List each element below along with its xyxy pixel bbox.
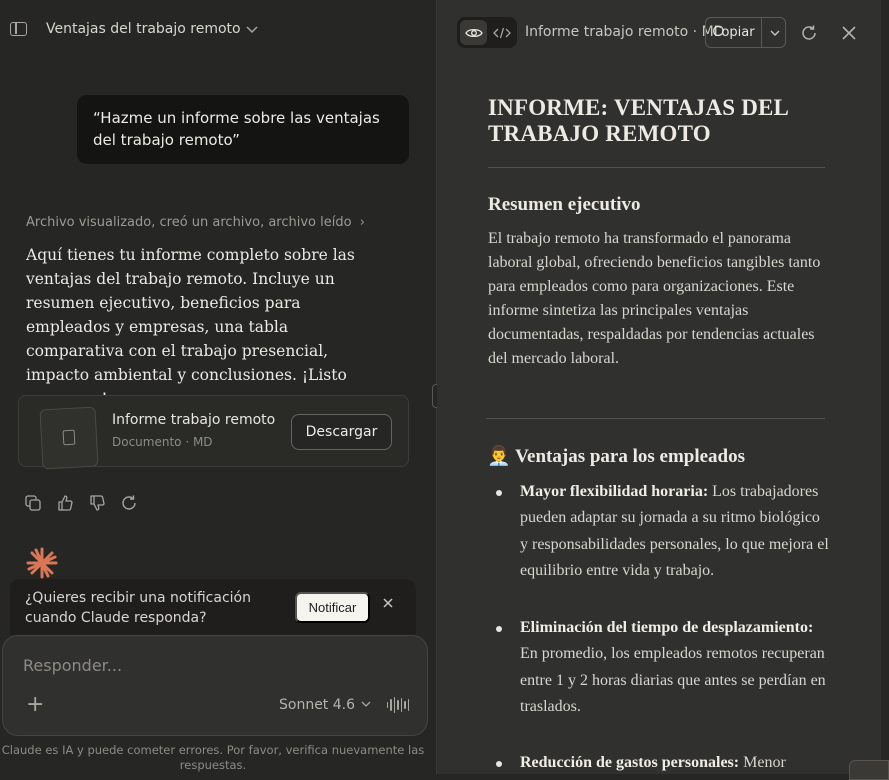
list-item — [520, 479, 830, 585]
voice-mode-icon[interactable] — [387, 697, 409, 713]
list-item-title: Eliminación del tiempo de desplazamiento: — [520, 619, 814, 636]
plus-icon[interactable]: + — [26, 692, 45, 717]
thumbs-down-icon[interactable] — [88, 494, 106, 512]
disclaimer: Claude es IA y puede cometer errores. Por favor, verifica nuevamente las respuestas. — [1, 743, 425, 772]
file-thumbnail — [39, 407, 98, 470]
model-selector[interactable] — [279, 697, 371, 713]
document-title: INFORME: VENTAJAS DEL TRABAJO REMOTO — [488, 95, 788, 146]
chevron-down-icon[interactable] — [246, 19, 258, 39]
notification-banner — [10, 579, 416, 635]
list-bullet — [496, 626, 502, 632]
document-icon — [63, 430, 76, 446]
list-item-title: Reducción de gastos personales: — [520, 754, 740, 771]
refresh-icon[interactable] — [800, 24, 818, 42]
copy-options-button[interactable] — [763, 18, 786, 47]
eye-icon — [465, 27, 483, 39]
chat-pane — [0, 0, 436, 774]
preview-toggle[interactable] — [460, 20, 487, 45]
file-meta: Documento · MD — [112, 435, 213, 449]
close-icon[interactable] — [382, 597, 394, 609]
user-message: “Hazme un informe sobre las ventajas del trabajo remoto” — [77, 95, 409, 164]
chat-header — [0, 0, 436, 62]
list-item-text: Menor — [739, 754, 786, 771]
employees-heading: 👨‍💼 Ventajas para los empleados — [487, 446, 746, 467]
chevron-down-icon — [770, 28, 780, 38]
close-icon[interactable] — [841, 25, 857, 41]
chat-title[interactable]: Ventajas del trabajo remoto — [46, 21, 241, 37]
list-item-text: En promedio, los empleados remotos recuperan entre 1 y 2 horas diarias que antes se perdían en traslados. — [520, 645, 826, 716]
retry-icon[interactable] — [120, 494, 138, 512]
message-actions — [24, 494, 138, 512]
copy-icon[interactable] — [24, 494, 42, 512]
summary-paragraph: El trabajo remoto ha transformado el panorama laboral global, ofreciendo beneficios tangibles tanto para empleados como para organizaciones. Este informe sintetiza las principales ventajas documentadas, respaldadas por tendencias actuales del mercado laboral. — [488, 230, 821, 367]
artifact-title: Informe trabajo remoto · MD — [525, 24, 725, 40]
artifact-pane — [437, 0, 881, 774]
file-name: Informe trabajo remoto — [112, 412, 276, 428]
file-card[interactable] — [18, 395, 409, 467]
tool-actions-label: Archivo visualizado, creó un archivo, archivo leído — [26, 215, 352, 230]
tool-actions-summary[interactable] — [26, 215, 365, 230]
copy-button[interactable]: Copiar — [706, 18, 762, 47]
list-item-title: Mayor flexibilidad horaria: — [520, 483, 709, 500]
download-button[interactable]: Descargar — [291, 414, 392, 450]
composer — [2, 635, 428, 736]
copy-split-button — [705, 17, 786, 48]
divider — [486, 418, 825, 419]
assistant-reply: Aquí tienes tu informe completo sobre las ventajas del trabajo remoto. Incluye un resumen ejecutivo, beneficios para empleados y empresas, una tabla comparativa con el trabajo presencial, impacto ambiental y conclusiones. ¡Listo — [26, 246, 355, 384]
claude-spark-icon — [25, 546, 59, 580]
sidebar-toggle-icon[interactable] — [10, 22, 27, 36]
chevron-right-icon: › — [359, 215, 365, 230]
notify-button[interactable]: Notificar — [295, 592, 370, 623]
notification-text: ¿Quieres recibir una notificación cuando Claude responda? — [25, 590, 251, 626]
list-bullet — [496, 761, 502, 767]
list-item — [520, 615, 830, 721]
scroll-corner — [849, 760, 889, 780]
list-item — [520, 750, 830, 776]
list-item-text: Los trabajadores pueden adaptar su jornada a su ritmo biológico y responsabilidades personales, lo que mejora el equilibrio entre vida y trabajo. — [520, 483, 829, 580]
code-icon — [493, 27, 511, 39]
chevron-down-icon — [361, 699, 371, 709]
list-bullet — [496, 490, 502, 496]
model-name: Sonnet 4.6 — [279, 697, 356, 713]
reply-input[interactable] — [23, 656, 403, 675]
document-preview — [487, 95, 829, 771]
thumbs-up-icon[interactable] — [56, 494, 74, 512]
view-toggle — [457, 17, 517, 48]
summary-heading: Resumen ejecutivo — [488, 194, 641, 215]
divider — [488, 167, 825, 168]
code-toggle[interactable] — [488, 20, 515, 45]
